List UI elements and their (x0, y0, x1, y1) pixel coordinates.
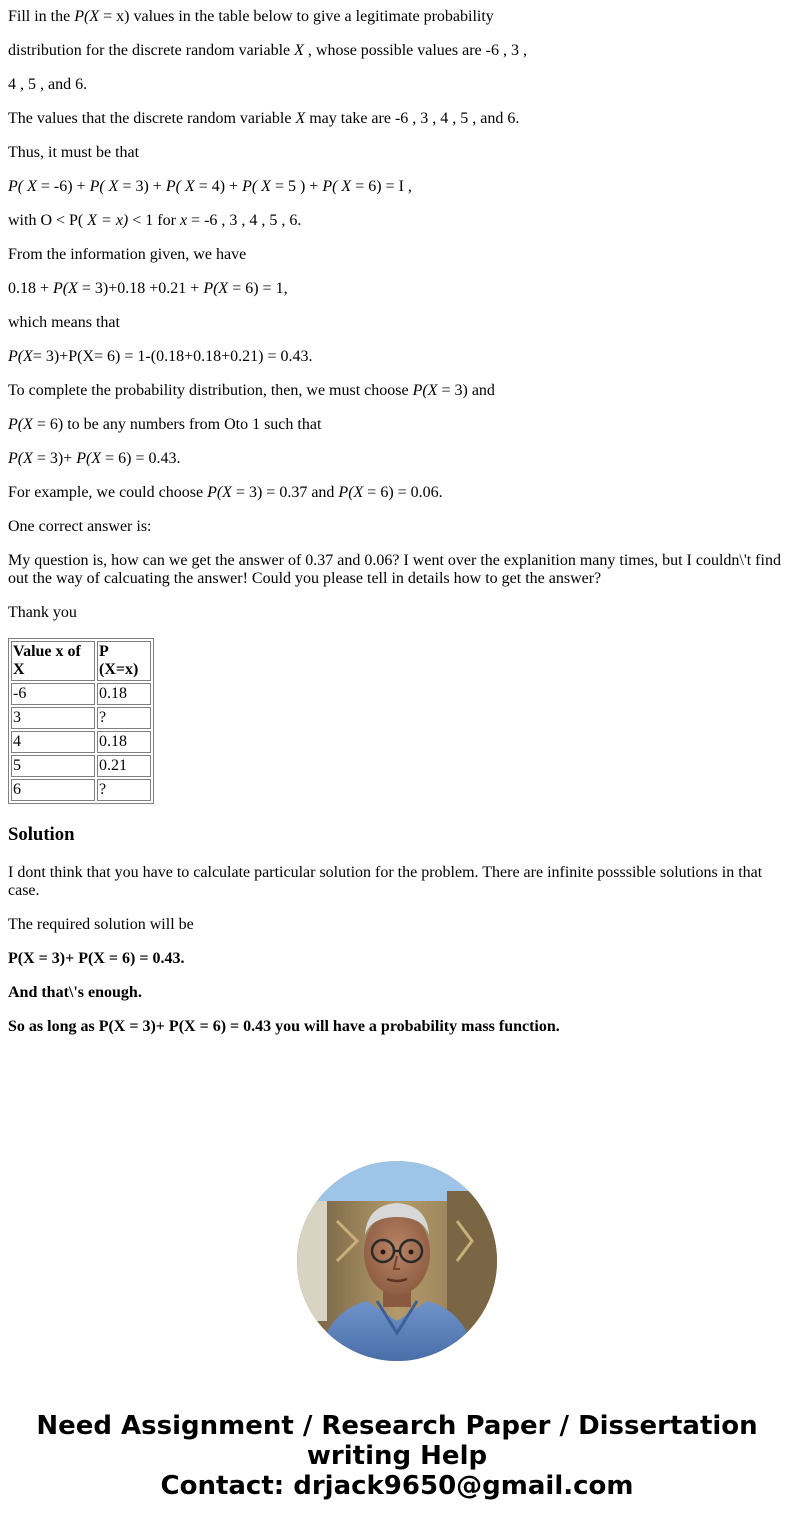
table-row (11, 779, 151, 801)
question-equation-constraint: P(X = 3)+ P(X = 6) = 0.43. (8, 450, 181, 467)
tutor-portrait-photo (297, 1161, 497, 1361)
table-cell-probability: 0.18 (97, 683, 151, 705)
table-cell-probability: 0.18 (97, 731, 151, 753)
solution-paragraph-1: I dont think that you have to calculate particular solution for the problem. There are infinite posssible solutions in that case. (8, 864, 763, 899)
question-paragraph-thanks: Thank you (8, 604, 77, 621)
solution-paragraph-4: And that\'s enough. (8, 984, 142, 1001)
tutor-avatar (297, 1161, 497, 1361)
solution-equation: P(X = 3)+ P(X = 6) = 0.43. (8, 950, 185, 967)
table-cell-value: 5 (11, 755, 95, 777)
question-paragraph-3: 4 , 5 , and 6. (8, 76, 88, 93)
question-paragraph-example: For example, we could choose P(X = 3) = 0.37 and P(X = 6) = 0.06. (8, 484, 443, 501)
table-row (11, 731, 151, 753)
table-header-probability: P (X=x) (97, 641, 151, 681)
question-equation-given: 0.18 + P(X = 3)+0.18 +0.21 + P(X = 6) = 1, (8, 280, 288, 297)
table-row (11, 755, 151, 777)
table-row (11, 707, 151, 729)
question-paragraph-5: Thus, it must be that (8, 144, 140, 161)
solution-paragraph-2: The required solution will be (8, 916, 194, 933)
question-paragraph-8: From the information given, we have (8, 246, 247, 263)
table-cell-probability: ? (97, 707, 151, 729)
solution-heading: Solution (8, 824, 75, 845)
question-equation-remaining: P(X= 3)+P(X= 6) = 1-(0.18+0.18+0.21) = 0.43. (8, 348, 313, 365)
question-paragraph-asker: My question is, how can we get the answer of 0.37 and 0.06? I went over the explanition many times, but I couldn\'t find out the way of calcuating the answer! Could you please tell in details how to get the answer? (8, 552, 781, 587)
footer-contact: Contact: drjack9650@gmail.com (160, 1471, 634, 1501)
table-cell-value: 4 (11, 731, 95, 753)
table-cell-probability: ? (97, 779, 151, 801)
solution-conclusion: So as long as P(X = 3)+ P(X = 6) = 0.43 you will have a probability mass function. (8, 1018, 560, 1035)
footer-banner (0, 1411, 794, 1501)
question-paragraph-2: distribution for the discrete random variable X , whose possible values are -6 , 3 , (8, 42, 527, 59)
question-paragraph-4: The values that the discrete random variable X may take are -6 , 3 , 4 , 5 , and 6. (8, 110, 520, 127)
document-body (0, 8, 794, 1036)
table-cell-value: 6 (11, 779, 95, 801)
question-equation-sum: P( X = -6) + P( X = 3) + P( X = 4) + P( X = 5 ) + P( X = 6) = I , (8, 178, 412, 195)
table-cell-probability: 0.21 (97, 755, 151, 777)
table-cell-value: -6 (11, 683, 95, 705)
table-row (11, 683, 151, 705)
probability-table (8, 638, 154, 804)
question-paragraph-1: Fill in the P(X = x) values in the table below to give a legitimate probability (8, 8, 494, 25)
table-cell-value: 3 (11, 707, 95, 729)
question-paragraph-7: with O < P( X = x) < 1 for x = -6 , 3 , 4 , 5 , 6. (8, 212, 302, 229)
footer-line-1: Need Assignment / Research Paper / Dissertation (36, 1411, 758, 1441)
question-paragraph-12: To complete the probability distribution, then, we must choose P(X = 3) and (8, 382, 495, 399)
table-header-value: Value x of X (11, 641, 95, 681)
question-paragraph-16: One correct answer is: (8, 518, 152, 535)
question-paragraph-13: P(X = 6) to be any numbers from Oto 1 such that (8, 416, 322, 433)
table-header-row (11, 641, 151, 681)
footer-line-2: writing Help (306, 1441, 488, 1471)
question-paragraph-10: which means that (8, 314, 120, 331)
